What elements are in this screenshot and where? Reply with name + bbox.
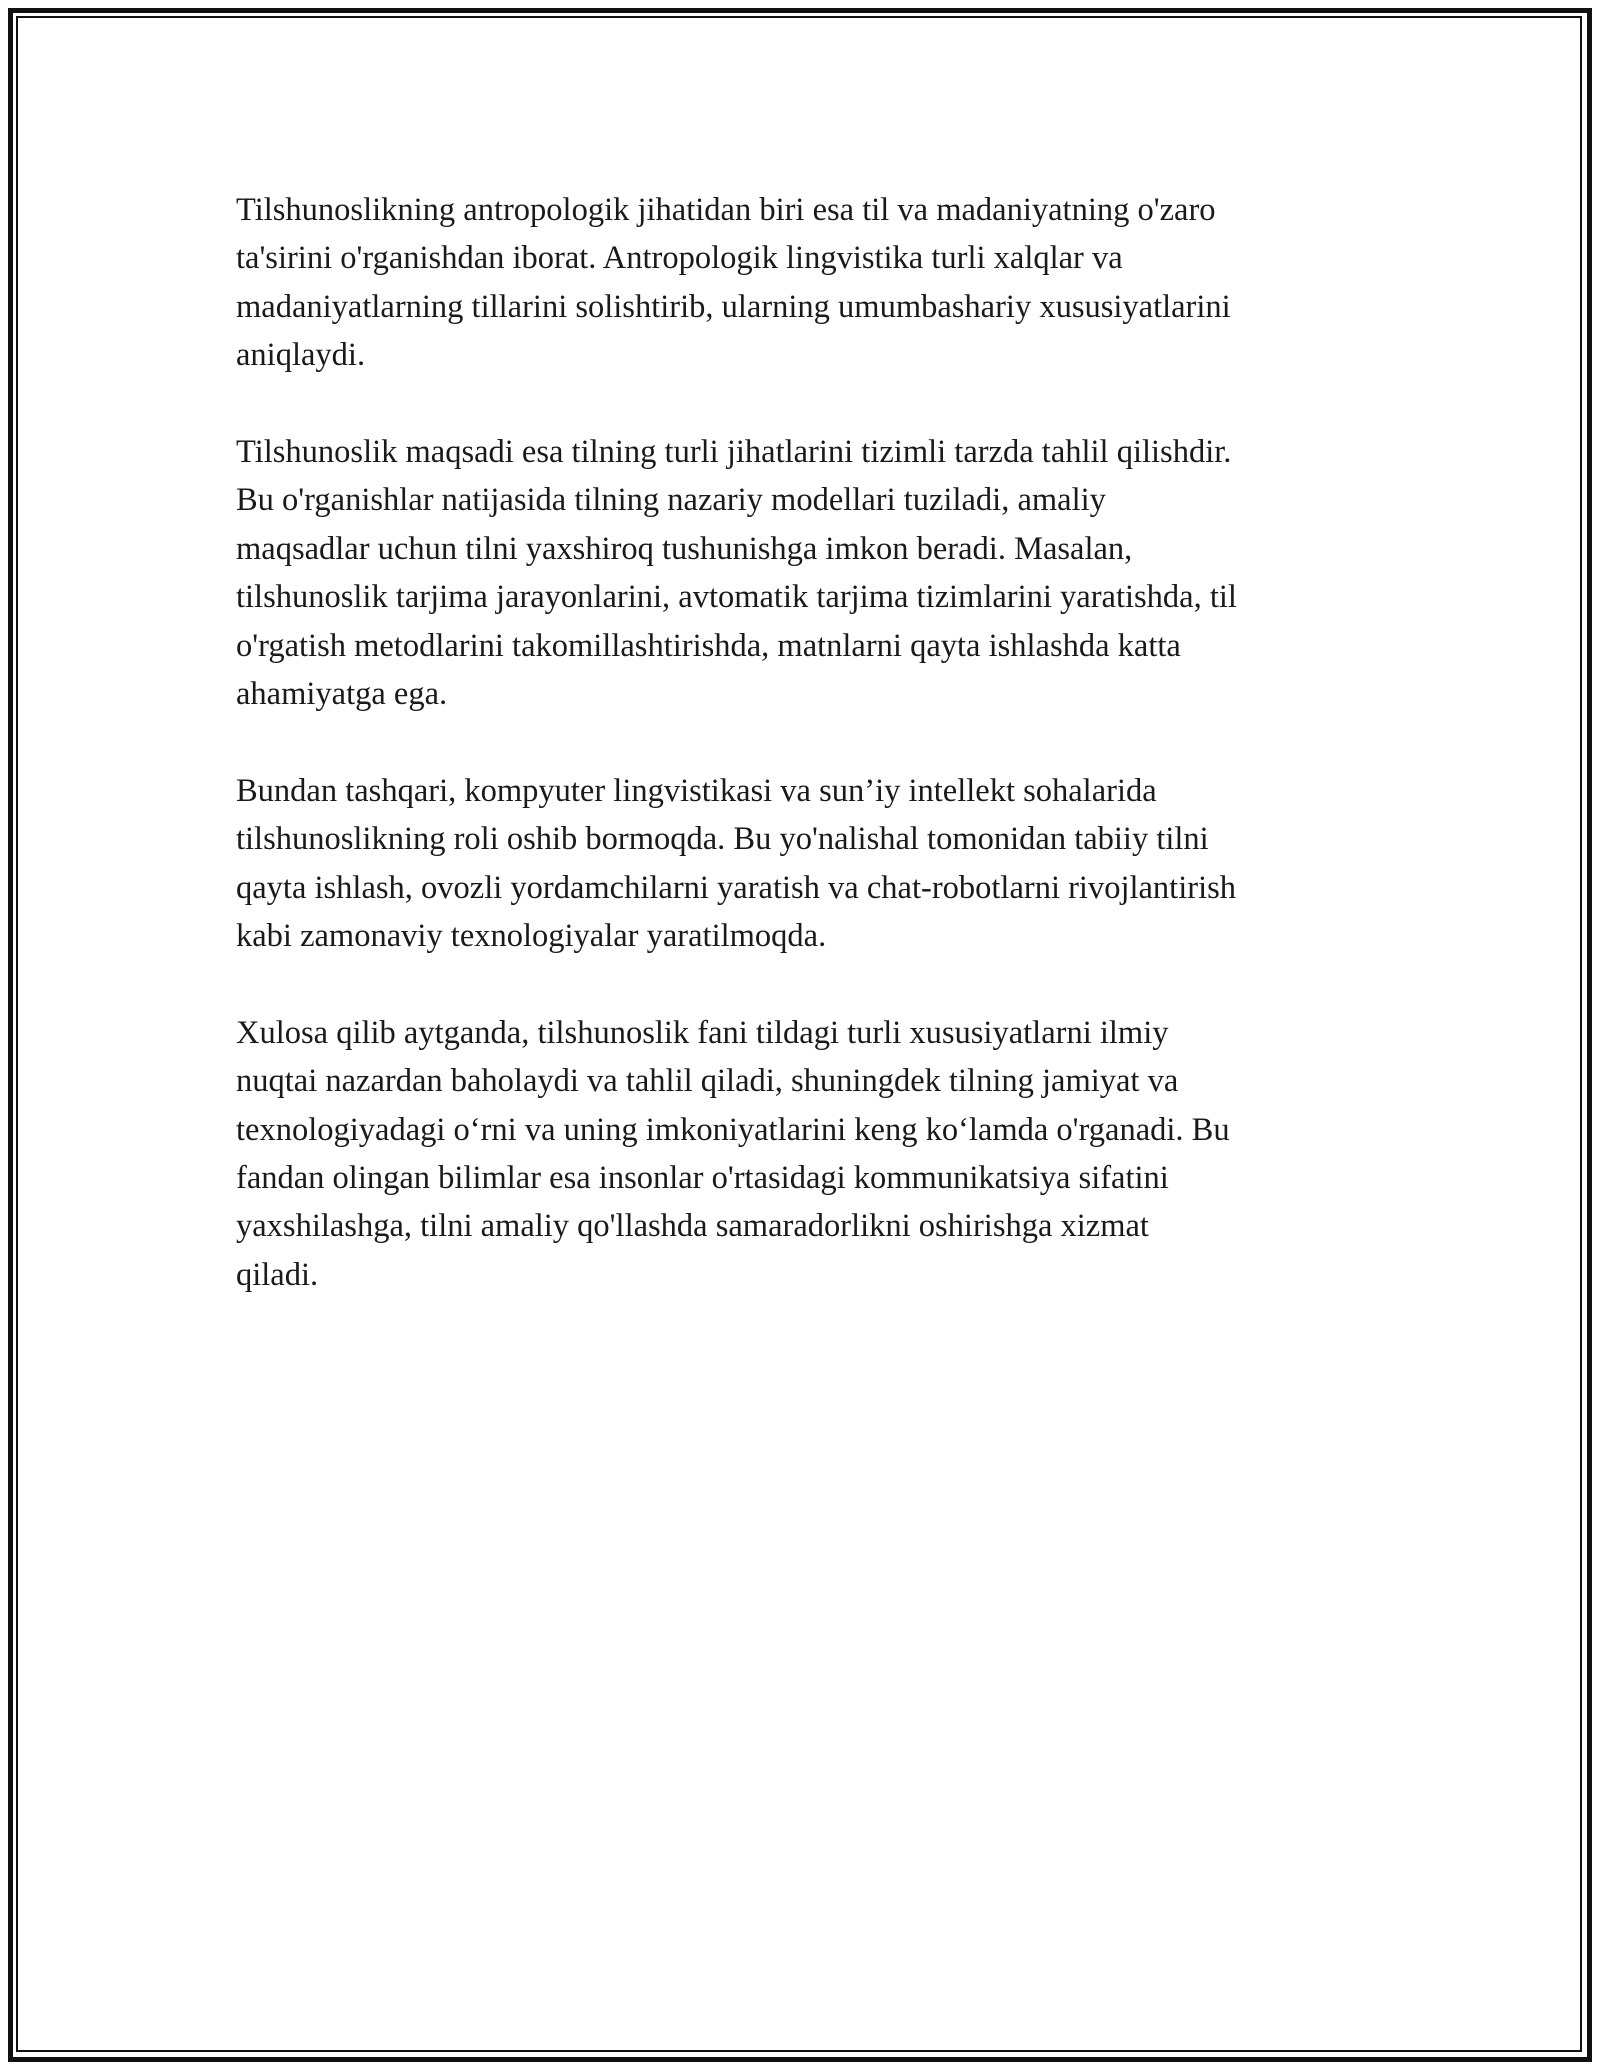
text-line: Bundan tashqari, kompyuter lingvistikasi va sun’iy intellekt sohalarida [236, 772, 1157, 809]
document-body [236, 186, 1386, 1348]
text-line: o'rgatish metodlarini takomillashtirishda, matnlarni qayta ishlashda katta [236, 627, 1181, 664]
paragraph-2 [236, 428, 1386, 718]
text-line: nuqtai nazardan baholaydi va tahlil qiladi, shuningdek tilning jamiyat va [236, 1063, 1179, 1100]
text-line: tilshunoslikning roli oshib bormoqda. Bu yo'nalishal tomonidan tabiiy tilni [236, 821, 1209, 858]
text-line: Bu o'rganishlar natijasida tilning nazariy modellari tuziladi, amaliy [236, 482, 1106, 519]
text-line: aniqlaydi. [236, 337, 366, 374]
paragraph-4 [236, 1009, 1386, 1299]
text-line: qayta ishlash, ovozli yordamchilarni yaratish va chat-robotlarni rivojlantirish [236, 869, 1236, 906]
text-line: kabi zamonaviy texnologiyalar yaratilmoqda. [236, 918, 827, 955]
text-line: madaniyatlarning tillarini solishtirib, ularning umumbashariy xususiyatlarini [236, 288, 1231, 325]
text-line: maqsadlar uchun tilni yaxshiroq tushunishga imkon beradi. Masalan, [236, 530, 1133, 567]
text-line: qiladi. [236, 1256, 319, 1293]
text-line: Tilshunoslik maqsadi esa tilning turli jihatlarini tizimli tarzda tahlil qilishdir. [236, 434, 1232, 471]
text-line: ta'sirini o'rganishdan iborat. Antropologik lingvistika turli xalqlar va [236, 240, 1123, 277]
text-line: ahamiyatga ega. [236, 676, 448, 713]
text-line: tilshunoslik tarjima jarayonlarini, avtomatik tarjima tizimlarini yaratishda, til [236, 579, 1237, 616]
text-line: texnologiyadagi o‘rni va uning imkoniyatlarini keng ko‘lamda o'rganadi. Bu [236, 1111, 1230, 1148]
text-line: yaxshilashga, tilni amaliy qo'llashda samaradorlikni oshirishga xizmat [236, 1208, 1149, 1245]
text-line: Tilshunoslikning antropologik jihatidan biri esa til va madaniyatning o'zaro [236, 192, 1216, 228]
text-line: fandan olingan bilimlar esa insonlar o'rtasidagi kommunikatsiya sifatini [236, 1160, 1169, 1197]
text-line: Xulosa qilib aytganda, tilshunoslik fani tildagi turli xususiyatlarni ilmiy [236, 1014, 1169, 1051]
paragraph-1 [236, 186, 1386, 380]
paragraph-3 [236, 767, 1386, 961]
